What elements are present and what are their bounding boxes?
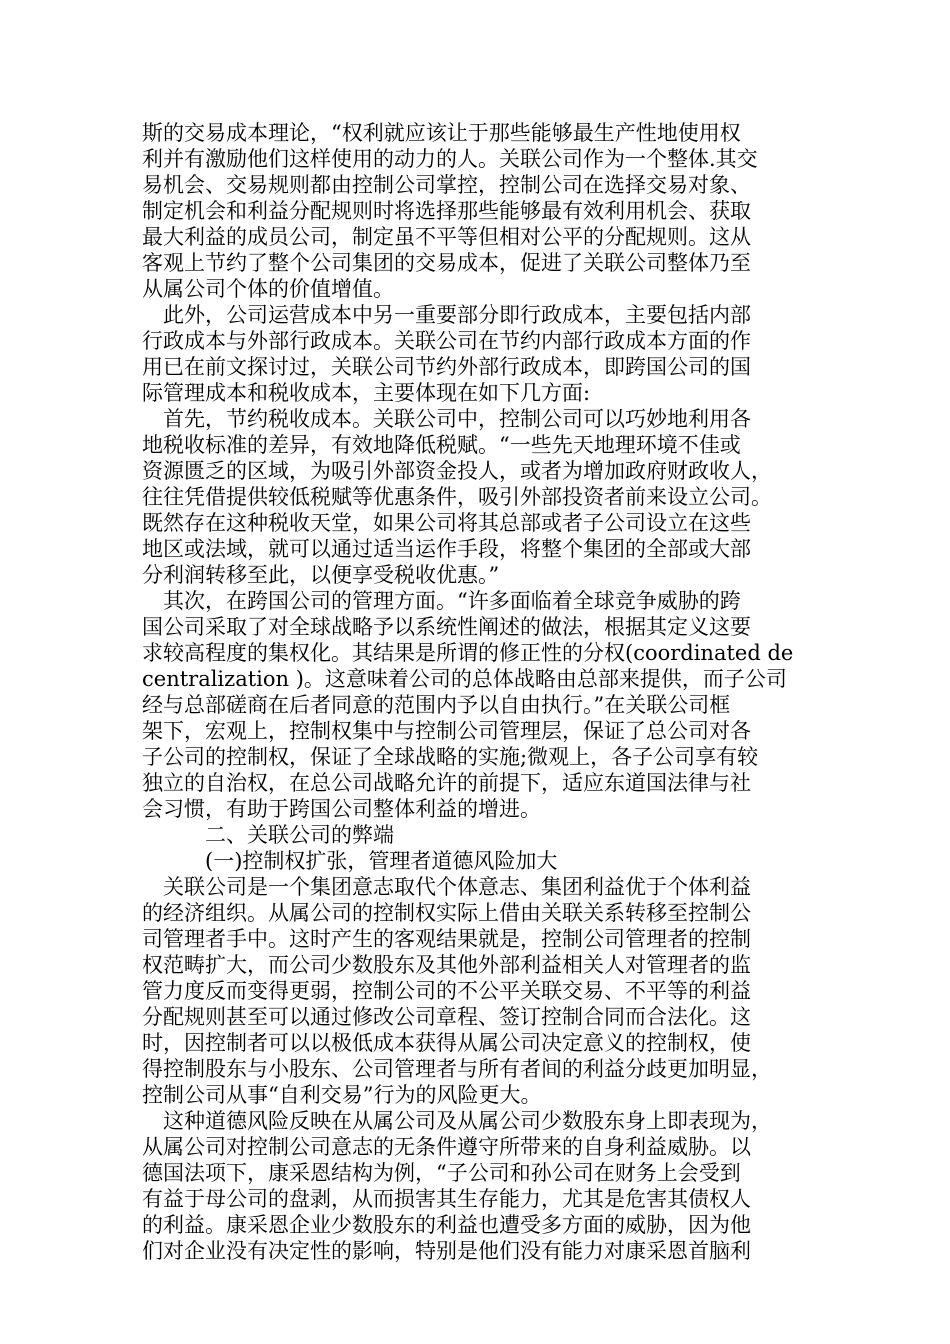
- text-line: 求较高程度的集权化。其结果是所谓的修正性的分权(coordinated de: [142, 641, 794, 665]
- text-line: 关联公司是一个集团意志取代个体意志、集团利益优于个体利益: [142, 875, 751, 899]
- text-line: 地税收标准的差异，有效地降低税赋。“一些先天地理环境不佳或: [142, 433, 741, 457]
- text-line: 控制公司从事“自利交易”行为的风险更大。: [142, 1083, 542, 1107]
- text-line: 此外，公司运营成本中另一重要部分即行政成本，主要包括内部: [142, 303, 751, 327]
- text-line: 易机会、交易规则都由控制公司掌控，控制公司在选择交易对象、: [142, 173, 751, 197]
- text-line: 斯的交易成本理论，“权利就应该让于那些能够最生产性地使用权: [142, 121, 741, 145]
- section-heading: 二、关联公司的弊端: [142, 823, 394, 847]
- text-line: 利并有激励他们这样使用的动力的人。关联公司作为一个整体.其交: [142, 147, 758, 171]
- text-line: 经与总部磋商在后者同意的范围内予以自由执行。”在关联公司框: [142, 693, 731, 717]
- text-line: 资源匮乏的区域，为吸引外部资金投人，或者为增加政府财政收人，: [142, 459, 772, 483]
- text-line: 用已在前文探讨过，关联公司节约外部行政成本，即跨国公司的国: [142, 355, 751, 379]
- text-line: 分配规则甚至可以通过修改公司章程、签订控制合同而合法化。这: [142, 1005, 751, 1029]
- text-line: 制定机会和利益分配规则时将选择那些能够最有效利用机会、获取: [142, 199, 751, 223]
- text-line: 行政成本与外部行政成本。关联公司在节约内部行政成本方面的作: [142, 329, 751, 353]
- text-line: 际管理成本和税收成本，主要体现在如下几方面:: [142, 381, 591, 405]
- document-body: [142, 120, 808, 1264]
- text-line: 客观上节约了整个公司集团的交易成本，促进了关联公司整体乃至: [142, 251, 751, 275]
- text-line: 得控制股东与小股东、公司管理者与所有者间的利益分歧更加明显，: [142, 1057, 772, 1081]
- text-line: 德国法项下，康采恩结构为例，“子公司和孙公司在财务上会受到: [142, 1161, 741, 1185]
- text-line: 司管理者手中。这时产生的客观结果就是，控制公司管理者的控制: [142, 927, 751, 951]
- text-line: 既然存在这种税收天堂，如果公司将其总部或者子公司设立在这些: [142, 511, 751, 535]
- text-line: 最大利益的成员公司，制定虽不平等但相对公平的分配规则。这从: [142, 225, 751, 249]
- text-line: 往往凭借提供较低税赋等优惠条件，吸引外部投资者前来设立公司。: [142, 485, 772, 509]
- text-line: 的经济组织。从属公司的控制权实际上借由关联关系转移至控制公: [142, 901, 751, 925]
- text-line: centralization )。这意味着公司的总体战略由总部来提供，而子公司: [142, 667, 787, 691]
- text-line: 地区或法域，就可以通过适当运作手段，将整个集团的全部或大部: [142, 537, 751, 561]
- text-line: 独立的自治权，在总公司战略允许的前提下，适应东道国法律与社: [142, 771, 751, 795]
- text-line: 分利润转移至此，以便享受税收优惠。”: [142, 563, 500, 587]
- text-line: 从属公司个体的价值增值。: [142, 277, 394, 301]
- text-line: 管力度反而变得更弱，控制公司的不公平关联交易、不平等的利益: [142, 979, 751, 1003]
- text-line: 架下，宏观上，控制权集中与控制公司管理层，保证了总公司对各: [142, 719, 751, 743]
- text-line: 其次，在跨国公司的管理方面。“许多面临着全球竞争威胁的跨: [142, 589, 741, 613]
- text-line: 会习惯，有助于跨国公司整体利益的增进。: [142, 797, 541, 821]
- text-line: 们对企业没有决定性的影响，特别是他们没有能力对康采恩首脑利: [142, 1239, 751, 1263]
- text-line: 从属公司对控制公司意志的无条件遵守所带来的自身利益威胁。以: [142, 1135, 751, 1159]
- text-line: 首先，节约税收成本。关联公司中，控制公司可以巧妙地利用各: [142, 407, 751, 431]
- text-line: 权范畴扩大，而公司少数股东及其他外部利益相关人对管理者的监: [142, 953, 751, 977]
- text-line: 子公司的控制权，保证了全球战略的实施;微观上，各子公司享有较: [142, 745, 759, 769]
- text-line: 国公司采取了对全球战略予以系统性阐述的做法，根据其定义这要: [142, 615, 751, 639]
- text-line: 时，因控制者可以以极低成本获得从属公司决定意义的控制权，使: [142, 1031, 751, 1055]
- text-line: 的利益。康采恩企业少数股东的利益也遭受多方面的威胁，因为他: [142, 1213, 751, 1237]
- subsection-heading: (一)控制权扩张，管理者道德风险加大: [142, 849, 558, 873]
- text-line: 这种道德风险反映在从属公司及从属公司少数股东身上即表现为，: [142, 1109, 772, 1133]
- text-line: 有益于母公司的盘剥，从而损害其生存能力，尤其是危害其债权人: [142, 1187, 751, 1211]
